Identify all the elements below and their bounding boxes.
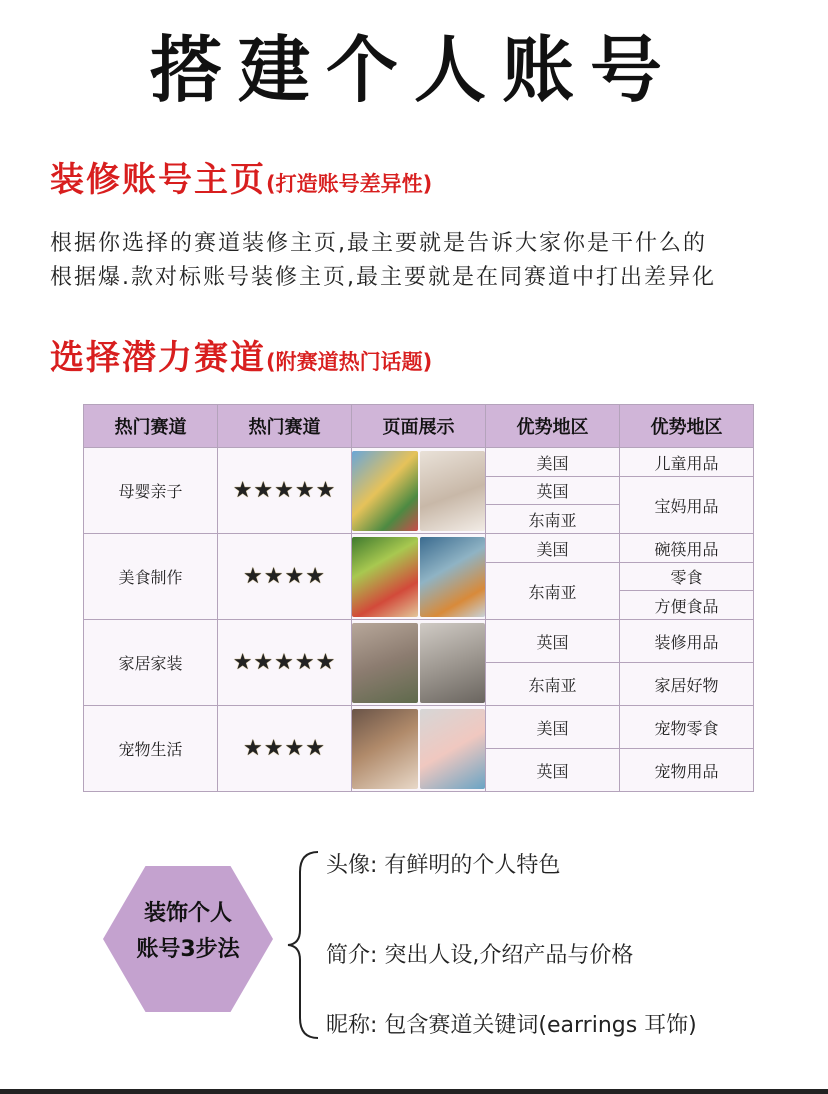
preview-thumbnail — [420, 623, 486, 703]
region-cell: 英国 — [486, 477, 620, 505]
method-label — [103, 896, 273, 968]
product-cell: 零食 — [620, 563, 754, 591]
preview-thumbnail — [352, 451, 418, 531]
region-cell: 东南亚 — [486, 663, 620, 706]
preview-cell — [352, 706, 486, 792]
region-cell: 美国 — [486, 448, 620, 477]
bottom-divider — [0, 1089, 828, 1094]
preview-thumbnail — [420, 451, 486, 531]
product-cell: 宠物用品 — [620, 749, 754, 792]
preview-cell — [352, 620, 486, 706]
product-cell: 方便食品 — [620, 591, 754, 620]
preview-cell — [352, 448, 486, 534]
curly-brace-icon — [284, 850, 324, 1040]
table-header-row — [84, 405, 754, 448]
section-heading-main: 装修账号主页 — [50, 160, 266, 200]
method-item: 昵称: 包含赛道关键词(earrings 耳饰) — [326, 1013, 697, 1038]
table-row — [84, 620, 754, 663]
region-cell: 英国 — [486, 620, 620, 663]
rating-stars: ★★★★ — [218, 706, 352, 792]
preview-thumbnail — [352, 709, 418, 789]
product-cell: 碗筷用品 — [620, 534, 754, 563]
table-row — [84, 534, 754, 563]
table-header-cell: 优势地区 — [486, 405, 620, 448]
rating-stars: ★★★★★ — [218, 620, 352, 706]
region-cell: 英国 — [486, 749, 620, 792]
rating-stars: ★★★★★ — [218, 448, 352, 534]
section-heading-track — [50, 330, 432, 379]
table-header-cell: 热门赛道 — [218, 405, 352, 448]
category-cell: 美食制作 — [84, 534, 218, 620]
preview-thumbnail — [420, 709, 486, 789]
region-cell: 美国 — [486, 534, 620, 563]
table-header-cell: 热门赛道 — [84, 405, 218, 448]
method-item: 头像: 有鲜明的个人特色 — [326, 853, 561, 878]
category-cell: 家居家装 — [84, 620, 218, 706]
section-heading-main: 选择潜力赛道 — [50, 338, 266, 378]
section-heading-decorate — [50, 152, 432, 201]
section-heading-sub: (附赛道热门话题) — [266, 350, 433, 374]
paragraph-line: 根据你选择的赛道装修主页,最主要就是告诉大家你是干什么的 — [50, 231, 707, 256]
product-cell: 宠物零食 — [620, 706, 754, 749]
paragraph-line: 根据爆.款对标账号装修主页,最主要就是在同赛道中打出差异化 — [50, 265, 716, 290]
product-cell: 儿童用品 — [620, 448, 754, 477]
region-cell: 东南亚 — [486, 505, 620, 534]
preview-thumbnail — [352, 623, 418, 703]
preview-cell — [352, 534, 486, 620]
table-row — [84, 448, 754, 477]
track-table — [83, 404, 754, 792]
category-cell: 母婴亲子 — [84, 448, 218, 534]
method-label-line: 装饰个人 — [143, 901, 232, 926]
preview-thumbnail — [352, 537, 418, 617]
table-header-cell: 优势地区 — [620, 405, 754, 448]
table-row — [84, 706, 754, 749]
rating-stars: ★★★★ — [218, 534, 352, 620]
region-cell: 美国 — [486, 706, 620, 749]
category-cell: 宠物生活 — [84, 706, 218, 792]
method-label-line: 账号3步法 — [136, 937, 240, 962]
product-cell: 宝妈用品 — [620, 477, 754, 534]
page-title: 搭建个人账号 — [149, 28, 678, 112]
preview-thumbnail — [420, 537, 486, 617]
section-heading-sub: (打造账号差异性) — [266, 172, 433, 196]
product-cell: 家居好物 — [620, 663, 754, 706]
method-item: 简介: 突出人设,介绍产品与价格 — [326, 943, 634, 968]
table-header-cell: 页面展示 — [352, 405, 486, 448]
region-cell: 东南亚 — [486, 563, 620, 620]
product-cell: 装修用品 — [620, 620, 754, 663]
